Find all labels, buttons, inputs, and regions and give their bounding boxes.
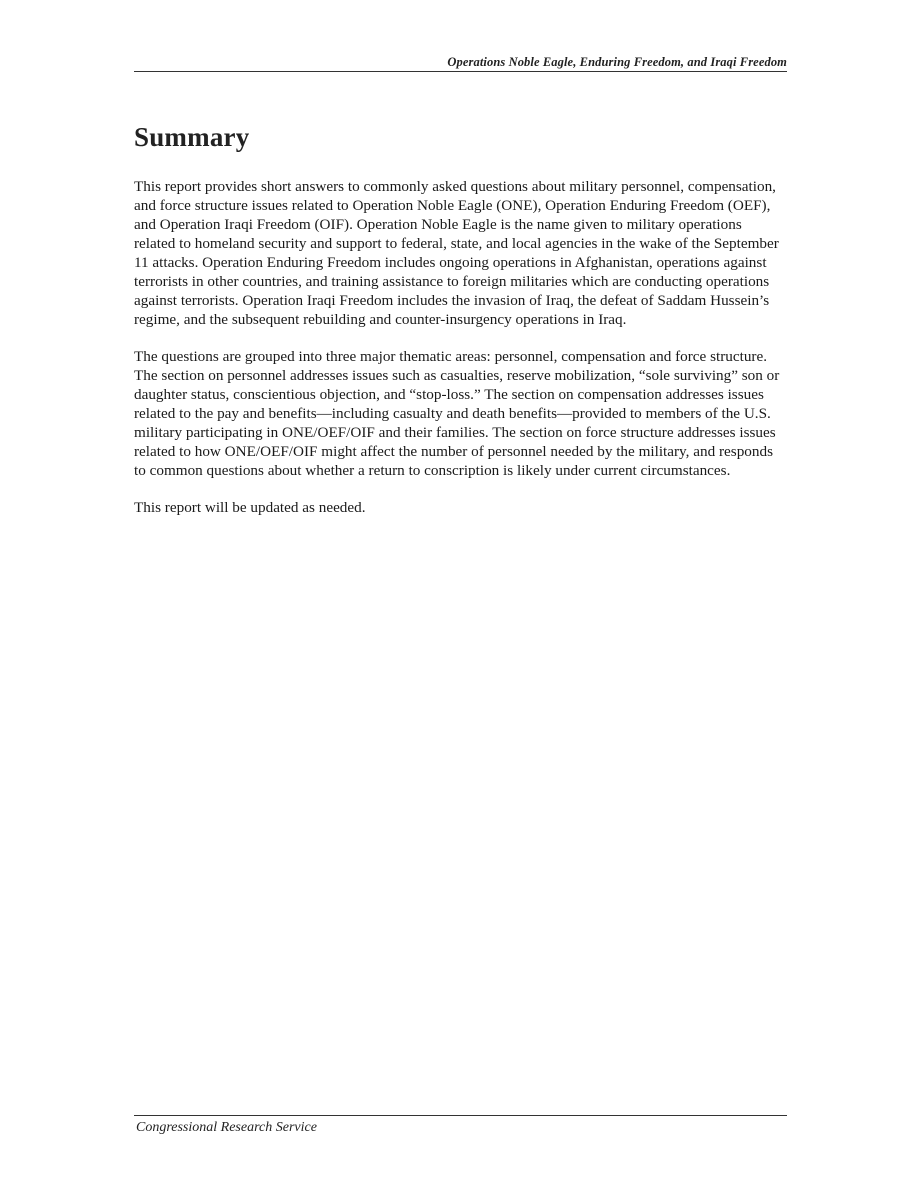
running-header: Operations Noble Eagle, Enduring Freedom, and Iraqi Freedom — [447, 55, 787, 69]
running-footer: Congressional Research Service — [136, 1120, 317, 1135]
summary-body — [134, 177, 786, 535]
footer-divider — [134, 1115, 787, 1116]
header-divider — [134, 71, 787, 72]
summary-paragraph-2: The questions are grouped into three major thematic areas: personnel, compensation and force structure. The section on personnel addresses issues such as casualties, reserve mobilization, “sole surviving” son or daughter status, conscientious objection, and “stop-loss.” The section on compensation addresses issues related to the pay and benefits—including casualty and death benefits—provided to members of the U.S. military participating in ONE/OEF/OIF and their families. The section on force structure addresses issues related to how ONE/OEF/OIF might affect the number of personnel needed by the military, and responds to common questions about whether a return to conscription is likely under current circumstances. — [134, 348, 780, 479]
summary-paragraph-3: This report will be updated as needed. — [134, 499, 366, 516]
section-title: Summary — [134, 122, 250, 152]
summary-paragraph-1: This report provides short answers to commonly asked questions about military personnel, compensation, and force structure issues related to Operation Noble Eagle (ONE), Operation Enduring Freedom (OEF), and Operation Iraqi Freedom (OIF). Operation Noble Eagle is the name given to military operations related to homeland security and support to federal, state, and local agencies in the wake of the September 11 attacks. Operation Enduring Freedom includes ongoing operations in Afghanistan, operations against terrorists in other countries, and training assistance to foreign militaries which are conducting operations against terrorists. Operation Iraqi Freedom includes the invasion of Iraq, the defeat of Saddam Hussein’s regime, and the subsequent rebuilding and counter-insurgency operations in Iraq. — [134, 178, 779, 328]
